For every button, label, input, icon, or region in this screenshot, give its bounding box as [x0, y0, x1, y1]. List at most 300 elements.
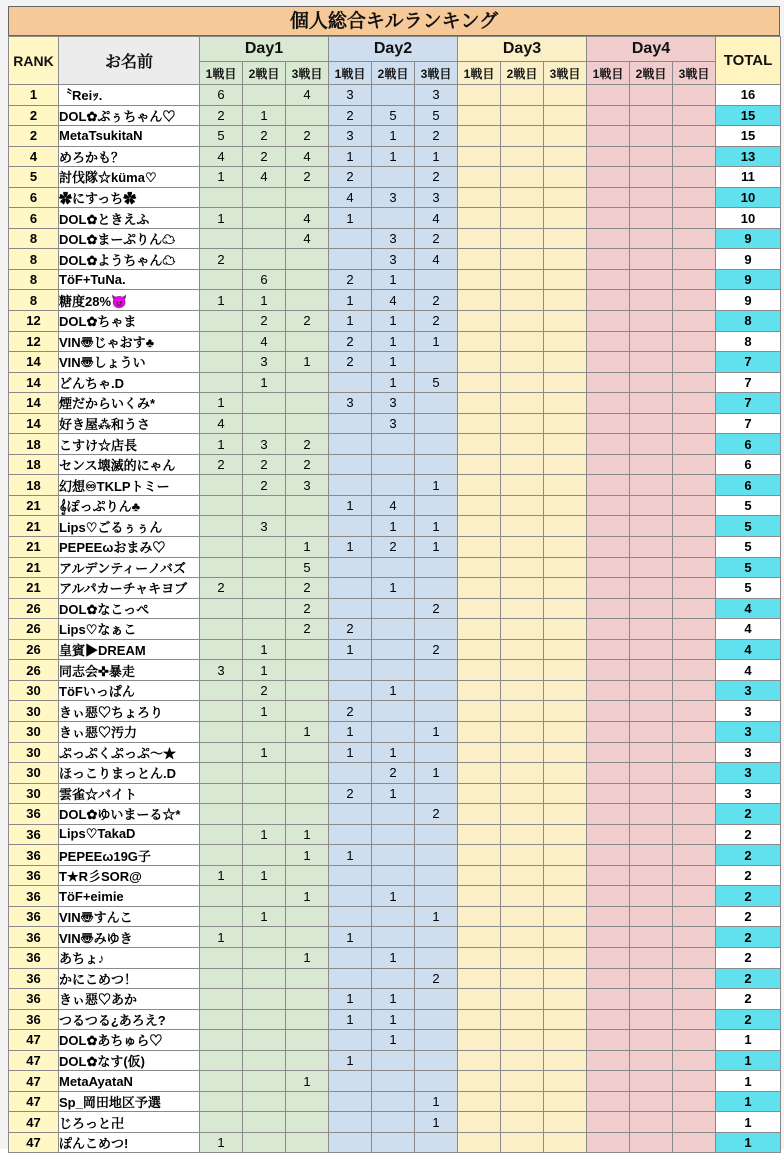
table-row — [9, 660, 781, 681]
kill-cell-d3-m2 — [501, 968, 544, 989]
player-name-cell: 𝄞ぽっぷりん♣ — [59, 495, 200, 516]
player-name-cell: きぃ惡♡汚力 — [59, 721, 200, 742]
kill-cell-d3-m2 — [501, 660, 544, 681]
kill-cell-d1-m1 — [200, 1030, 243, 1051]
kill-cell-d1-m2 — [243, 578, 286, 599]
kill-cell-d1-m3 — [286, 968, 329, 989]
table-row — [9, 1112, 781, 1133]
kill-cell-d4-m1 — [587, 578, 630, 599]
kill-cell-d4-m2 — [630, 783, 673, 804]
kill-cell-d3-m2 — [501, 269, 544, 290]
kill-cell-d1-m1: 3 — [200, 660, 243, 681]
kill-cell-d2-m1: 1 — [329, 537, 372, 558]
player-name-cell: アルパカーチャキヨブ — [59, 578, 200, 599]
kill-cell-d1-m2 — [243, 537, 286, 558]
day1-match1-header: 1戦目 — [200, 62, 243, 85]
kill-cell-d1-m1: 5 — [200, 126, 243, 147]
kill-cell-d1-m3 — [286, 249, 329, 270]
kill-cell-d2-m1: 1 — [329, 927, 372, 948]
kill-cell-d4-m1 — [587, 85, 630, 106]
kill-cell-d3-m2 — [501, 454, 544, 475]
total-cell: 2 — [716, 845, 781, 866]
rank-cell: 30 — [9, 721, 59, 742]
kill-cell-d4-m3 — [673, 208, 716, 229]
kill-cell-d1-m3: 1 — [286, 537, 329, 558]
kill-cell-d1-m2: 2 — [243, 454, 286, 475]
kill-cell-d4-m1 — [587, 804, 630, 825]
kill-cell-d4-m3 — [673, 167, 716, 188]
kill-cell-d1-m2 — [243, 85, 286, 106]
kill-cell-d1-m3 — [286, 269, 329, 290]
kill-cell-d4-m2 — [630, 434, 673, 455]
total-cell: 4 — [716, 598, 781, 619]
kill-cell-d1-m2: 3 — [243, 352, 286, 373]
kill-cell-d2-m2: 1 — [372, 783, 415, 804]
kill-cell-d1-m3 — [286, 1112, 329, 1133]
kill-cell-d3-m3 — [544, 906, 587, 927]
kill-cell-d3-m1 — [458, 804, 501, 825]
kill-cell-d3-m1 — [458, 927, 501, 948]
kill-cell-d2-m2 — [372, 208, 415, 229]
rank-cell: 36 — [9, 804, 59, 825]
kill-cell-d2-m3: 2 — [415, 167, 458, 188]
kill-cell-d3-m2 — [501, 290, 544, 311]
kill-cell-d3-m3 — [544, 701, 587, 722]
table-row — [9, 146, 781, 167]
kill-cell-d2-m1: 1 — [329, 290, 372, 311]
rank-cell: 21 — [9, 578, 59, 599]
kill-cell-d1-m1 — [200, 1112, 243, 1133]
kill-cell-d4-m2 — [630, 126, 673, 147]
kill-cell-d1-m1 — [200, 989, 243, 1010]
kill-cell-d2-m2 — [372, 968, 415, 989]
total-cell: 8 — [716, 331, 781, 352]
kill-cell-d3-m1 — [458, 660, 501, 681]
kill-cell-d4-m3 — [673, 680, 716, 701]
rank-cell: 21 — [9, 557, 59, 578]
rank-cell: 36 — [9, 1009, 59, 1030]
rank-cell: 30 — [9, 742, 59, 763]
kill-cell-d2-m2 — [372, 1050, 415, 1071]
kill-cell-d1-m1 — [200, 845, 243, 866]
kill-cell-d1-m1: 4 — [200, 413, 243, 434]
kill-cell-d4-m2 — [630, 495, 673, 516]
kill-cell-d2-m3 — [415, 1009, 458, 1030]
kill-cell-d2-m3: 1 — [415, 475, 458, 496]
kill-cell-d3-m2 — [501, 947, 544, 968]
kill-cell-d4-m2 — [630, 167, 673, 188]
table-row — [9, 968, 781, 989]
kill-cell-d2-m2 — [372, 85, 415, 106]
table-row — [9, 228, 781, 249]
kill-cell-d3-m3 — [544, 1132, 587, 1153]
kill-cell-d2-m3: 1 — [415, 516, 458, 537]
kill-cell-d1-m1: 2 — [200, 454, 243, 475]
kill-cell-d3-m2 — [501, 1071, 544, 1092]
kill-cell-d2-m1: 1 — [329, 208, 372, 229]
kill-cell-d3-m3 — [544, 598, 587, 619]
kill-cell-d3-m2 — [501, 557, 544, 578]
kill-cell-d3-m3 — [544, 146, 587, 167]
player-name-cell: 好き屋⁂和うさ — [59, 413, 200, 434]
kill-cell-d3-m3 — [544, 413, 587, 434]
kill-cell-d4-m2 — [630, 619, 673, 640]
kill-cell-d3-m1 — [458, 352, 501, 373]
table-row — [9, 85, 781, 106]
total-cell: 9 — [716, 290, 781, 311]
rank-cell: 30 — [9, 763, 59, 784]
kill-cell-d4-m2 — [630, 578, 673, 599]
player-name-cell: VIN〠しょうい — [59, 352, 200, 373]
kill-cell-d1-m3 — [286, 763, 329, 784]
kill-cell-d3-m3 — [544, 352, 587, 373]
kill-cell-d1-m1 — [200, 886, 243, 907]
kill-cell-d4-m2 — [630, 228, 673, 249]
kill-cell-d2-m3 — [415, 1132, 458, 1153]
kill-cell-d2-m1 — [329, 968, 372, 989]
kill-cell-d2-m3: 1 — [415, 721, 458, 742]
kill-cell-d1-m1 — [200, 516, 243, 537]
total-cell: 10 — [716, 187, 781, 208]
player-name-cell: DOL✿ようちゃん☁ — [59, 249, 200, 270]
kill-cell-d4-m1 — [587, 269, 630, 290]
total-cell: 3 — [716, 721, 781, 742]
kill-cell-d4-m3 — [673, 352, 716, 373]
kill-cell-d2-m1 — [329, 249, 372, 270]
kill-cell-d4-m3 — [673, 393, 716, 414]
kill-cell-d3-m2 — [501, 516, 544, 537]
kill-cell-d2-m1: 1 — [329, 311, 372, 332]
kill-cell-d1-m1 — [200, 331, 243, 352]
day3-match3-header: 3戦目 — [544, 62, 587, 85]
day1-header: Day1 — [200, 37, 329, 62]
kill-cell-d3-m1 — [458, 783, 501, 804]
kill-cell-d3-m2 — [501, 1030, 544, 1051]
kill-cell-d1-m2 — [243, 1030, 286, 1051]
table-row — [9, 269, 781, 290]
kill-cell-d3-m3 — [544, 228, 587, 249]
rank-cell: 8 — [9, 249, 59, 270]
kill-cell-d4-m3 — [673, 989, 716, 1010]
kill-cell-d3-m1 — [458, 331, 501, 352]
kill-cell-d1-m2: 2 — [243, 475, 286, 496]
kill-cell-d2-m1: 3 — [329, 393, 372, 414]
kill-cell-d2-m2 — [372, 475, 415, 496]
player-name-cell: つるつる¿あろえ? — [59, 1009, 200, 1030]
kill-cell-d2-m1 — [329, 475, 372, 496]
kill-cell-d4-m1 — [587, 1132, 630, 1153]
table-row — [9, 906, 781, 927]
kill-cell-d4-m2 — [630, 187, 673, 208]
kill-cell-d4-m1 — [587, 1091, 630, 1112]
kill-cell-d3-m3 — [544, 639, 587, 660]
kill-cell-d4-m1 — [587, 537, 630, 558]
kill-cell-d4-m1 — [587, 413, 630, 434]
kill-cell-d1-m1: 1 — [200, 167, 243, 188]
kill-cell-d1-m2 — [243, 557, 286, 578]
kill-cell-d4-m1 — [587, 167, 630, 188]
kill-cell-d4-m3 — [673, 1050, 716, 1071]
kill-cell-d3-m3 — [544, 824, 587, 845]
kill-cell-d2-m3: 3 — [415, 85, 458, 106]
total-cell: 5 — [716, 537, 781, 558]
kill-cell-d4-m1 — [587, 434, 630, 455]
kill-cell-d2-m2: 1 — [372, 126, 415, 147]
total-cell: 1 — [716, 1112, 781, 1133]
ranking-title: 個人総合キルランキング — [8, 6, 780, 36]
kill-cell-d4-m3 — [673, 269, 716, 290]
kill-cell-d3-m3 — [544, 311, 587, 332]
total-cell: 2 — [716, 824, 781, 845]
kill-cell-d2-m3: 2 — [415, 968, 458, 989]
kill-cell-d1-m1: 2 — [200, 105, 243, 126]
player-name-cell: MetaAyataN — [59, 1071, 200, 1092]
player-name-cell: こすけ☆店長 — [59, 434, 200, 455]
kill-cell-d3-m1 — [458, 290, 501, 311]
kill-cell-d1-m2: 1 — [243, 372, 286, 393]
kill-cell-d1-m1 — [200, 804, 243, 825]
kill-cell-d4-m1 — [587, 742, 630, 763]
kill-cell-d2-m2: 3 — [372, 393, 415, 414]
kill-cell-d1-m1 — [200, 187, 243, 208]
kill-cell-d4-m1 — [587, 598, 630, 619]
kill-cell-d2-m2 — [372, 865, 415, 886]
table-row — [9, 105, 781, 126]
kill-cell-d4-m3 — [673, 865, 716, 886]
kill-cell-d4-m3 — [673, 578, 716, 599]
kill-cell-d2-m2 — [372, 619, 415, 640]
kill-cell-d2-m1: 3 — [329, 126, 372, 147]
kill-cell-d4-m2 — [630, 290, 673, 311]
kill-cell-d2-m2 — [372, 434, 415, 455]
kill-cell-d2-m3: 3 — [415, 187, 458, 208]
rank-cell: 14 — [9, 372, 59, 393]
kill-cell-d1-m3: 2 — [286, 311, 329, 332]
rank-cell: 47 — [9, 1132, 59, 1153]
kill-cell-d1-m1 — [200, 269, 243, 290]
rank-cell: 8 — [9, 228, 59, 249]
kill-cell-d4-m2 — [630, 1112, 673, 1133]
kill-cell-d2-m3: 1 — [415, 763, 458, 784]
kill-cell-d4-m2 — [630, 413, 673, 434]
player-name-cell: 糖度28%😈 — [59, 290, 200, 311]
kill-cell-d1-m3: 2 — [286, 126, 329, 147]
table-row — [9, 598, 781, 619]
kill-cell-d1-m3 — [286, 865, 329, 886]
kill-cell-d2-m3 — [415, 824, 458, 845]
table-row — [9, 619, 781, 640]
kill-cell-d3-m1 — [458, 701, 501, 722]
kill-cell-d1-m1 — [200, 372, 243, 393]
kill-cell-d1-m3 — [286, 804, 329, 825]
kill-cell-d2-m2 — [372, 1091, 415, 1112]
table-row — [9, 578, 781, 599]
kill-cell-d2-m2: 3 — [372, 228, 415, 249]
kill-cell-d4-m3 — [673, 311, 716, 332]
kill-cell-d1-m3: 2 — [286, 454, 329, 475]
table-row — [9, 1071, 781, 1092]
rank-cell: 47 — [9, 1071, 59, 1092]
kill-cell-d3-m3 — [544, 845, 587, 866]
kill-cell-d3-m2 — [501, 372, 544, 393]
kill-cell-d2-m3 — [415, 1071, 458, 1092]
kill-cell-d2-m3: 1 — [415, 906, 458, 927]
kill-cell-d3-m3 — [544, 475, 587, 496]
kill-cell-d2-m2: 1 — [372, 372, 415, 393]
kill-cell-d2-m2: 3 — [372, 187, 415, 208]
total-cell: 6 — [716, 434, 781, 455]
player-name-cell: Lips♡ごるぅぅん — [59, 516, 200, 537]
kill-cell-d1-m3 — [286, 1091, 329, 1112]
kill-cell-d2-m1 — [329, 598, 372, 619]
kill-cell-d1-m1 — [200, 619, 243, 640]
kill-cell-d4-m2 — [630, 598, 673, 619]
kill-cell-d4-m2 — [630, 311, 673, 332]
kill-cell-d3-m3 — [544, 454, 587, 475]
kill-cell-d2-m1 — [329, 804, 372, 825]
kill-cell-d2-m1 — [329, 886, 372, 907]
kill-cell-d4-m1 — [587, 947, 630, 968]
table-row — [9, 824, 781, 845]
player-name-cell: 討伐隊☆küma♡ — [59, 167, 200, 188]
kill-cell-d3-m2 — [501, 886, 544, 907]
kill-cell-d4-m3 — [673, 1071, 716, 1092]
kill-cell-d3-m1 — [458, 208, 501, 229]
kill-cell-d2-m3 — [415, 454, 458, 475]
kill-cell-d3-m3 — [544, 968, 587, 989]
kill-cell-d4-m3 — [673, 639, 716, 660]
total-cell: 8 — [716, 311, 781, 332]
kill-cell-d4-m3 — [673, 906, 716, 927]
kill-cell-d2-m2: 1 — [372, 742, 415, 763]
kill-cell-d4-m3 — [673, 947, 716, 968]
kill-cell-d1-m3 — [286, 516, 329, 537]
rank-cell: 47 — [9, 1112, 59, 1133]
kill-cell-d3-m2 — [501, 1132, 544, 1153]
kill-cell-d4-m1 — [587, 331, 630, 352]
total-cell: 5 — [716, 557, 781, 578]
table-row — [9, 845, 781, 866]
kill-cell-d2-m2: 1 — [372, 1030, 415, 1051]
rank-cell: 21 — [9, 495, 59, 516]
kill-cell-d2-m3 — [415, 1050, 458, 1071]
kill-cell-d4-m2 — [630, 680, 673, 701]
kill-cell-d2-m2 — [372, 804, 415, 825]
kill-cell-d4-m2 — [630, 742, 673, 763]
kill-cell-d1-m2: 2 — [243, 680, 286, 701]
table-row — [9, 804, 781, 825]
kill-cell-d1-m1: 1 — [200, 290, 243, 311]
kill-cell-d1-m2 — [243, 886, 286, 907]
kill-cell-d3-m3 — [544, 85, 587, 106]
kill-cell-d4-m2 — [630, 1071, 673, 1092]
rank-cell: 36 — [9, 947, 59, 968]
total-cell: 2 — [716, 804, 781, 825]
kill-cell-d3-m2 — [501, 1112, 544, 1133]
kill-cell-d1-m2: 6 — [243, 269, 286, 290]
table-row — [9, 537, 781, 558]
kill-cell-d3-m3 — [544, 1050, 587, 1071]
table-row — [9, 187, 781, 208]
kill-cell-d4-m2 — [630, 475, 673, 496]
kill-cell-d4-m1 — [587, 311, 630, 332]
kill-cell-d1-m2 — [243, 413, 286, 434]
kill-cell-d4-m3 — [673, 1091, 716, 1112]
kill-cell-d3-m2 — [501, 208, 544, 229]
kill-cell-d4-m1 — [587, 1009, 630, 1030]
kill-cell-d1-m1 — [200, 475, 243, 496]
kill-cell-d4-m1 — [587, 845, 630, 866]
kill-cell-d4-m2 — [630, 1091, 673, 1112]
kill-cell-d3-m1 — [458, 249, 501, 270]
kill-cell-d2-m1: 2 — [329, 783, 372, 804]
table-row — [9, 434, 781, 455]
total-cell: 7 — [716, 352, 781, 373]
kill-cell-d3-m2 — [501, 434, 544, 455]
table-row — [9, 167, 781, 188]
kill-cell-d4-m2 — [630, 537, 673, 558]
kill-cell-d4-m2 — [630, 557, 673, 578]
kill-cell-d4-m3 — [673, 619, 716, 640]
player-name-cell: TöFいっぱん — [59, 680, 200, 701]
player-name-cell: DOL✿ゆいまーる☆* — [59, 804, 200, 825]
kill-cell-d2-m2 — [372, 721, 415, 742]
total-cell: 13 — [716, 146, 781, 167]
kill-cell-d4-m3 — [673, 927, 716, 948]
kill-cell-d3-m2 — [501, 1091, 544, 1112]
player-name-cell: めろかも？ — [59, 146, 200, 167]
kill-cell-d4-m1 — [587, 475, 630, 496]
kill-cell-d4-m3 — [673, 537, 716, 558]
day2-header: Day2 — [329, 37, 458, 62]
kill-cell-d2-m1: 1 — [329, 639, 372, 660]
rank-cell: 18 — [9, 434, 59, 455]
kill-cell-d2-m1: 2 — [329, 105, 372, 126]
kill-cell-d3-m3 — [544, 989, 587, 1010]
kill-cell-d2-m1 — [329, 372, 372, 393]
kill-cell-d3-m3 — [544, 865, 587, 886]
kill-cell-d3-m3 — [544, 372, 587, 393]
kill-cell-d1-m3: 2 — [286, 598, 329, 619]
kill-cell-d4-m1 — [587, 372, 630, 393]
table-row — [9, 126, 781, 147]
kill-cell-d2-m1 — [329, 516, 372, 537]
rank-cell: 5 — [9, 167, 59, 188]
player-name-cell: センス壊滅的にゃん — [59, 454, 200, 475]
kill-cell-d1-m1 — [200, 783, 243, 804]
kill-cell-d4-m3 — [673, 660, 716, 681]
kill-cell-d2-m1 — [329, 228, 372, 249]
kill-cell-d4-m1 — [587, 619, 630, 640]
table-row — [9, 742, 781, 763]
kill-cell-d2-m3 — [415, 742, 458, 763]
kill-cell-d4-m3 — [673, 228, 716, 249]
kill-cell-d2-m3: 1 — [415, 146, 458, 167]
kill-cell-d1-m3 — [286, 783, 329, 804]
total-cell: 2 — [716, 968, 781, 989]
kill-cell-d4-m2 — [630, 639, 673, 660]
kill-cell-d3-m1 — [458, 105, 501, 126]
kill-cell-d2-m3 — [415, 393, 458, 414]
kill-cell-d1-m1 — [200, 721, 243, 742]
kill-cell-d1-m2: 2 — [243, 146, 286, 167]
player-name-cell: Lips♡なぁこ — [59, 619, 200, 640]
kill-cell-d1-m3: 4 — [286, 228, 329, 249]
kill-cell-d1-m3 — [286, 331, 329, 352]
player-name-cell: あちょ♪ — [59, 947, 200, 968]
kill-cell-d4-m3 — [673, 557, 716, 578]
kill-cell-d4-m1 — [587, 249, 630, 270]
